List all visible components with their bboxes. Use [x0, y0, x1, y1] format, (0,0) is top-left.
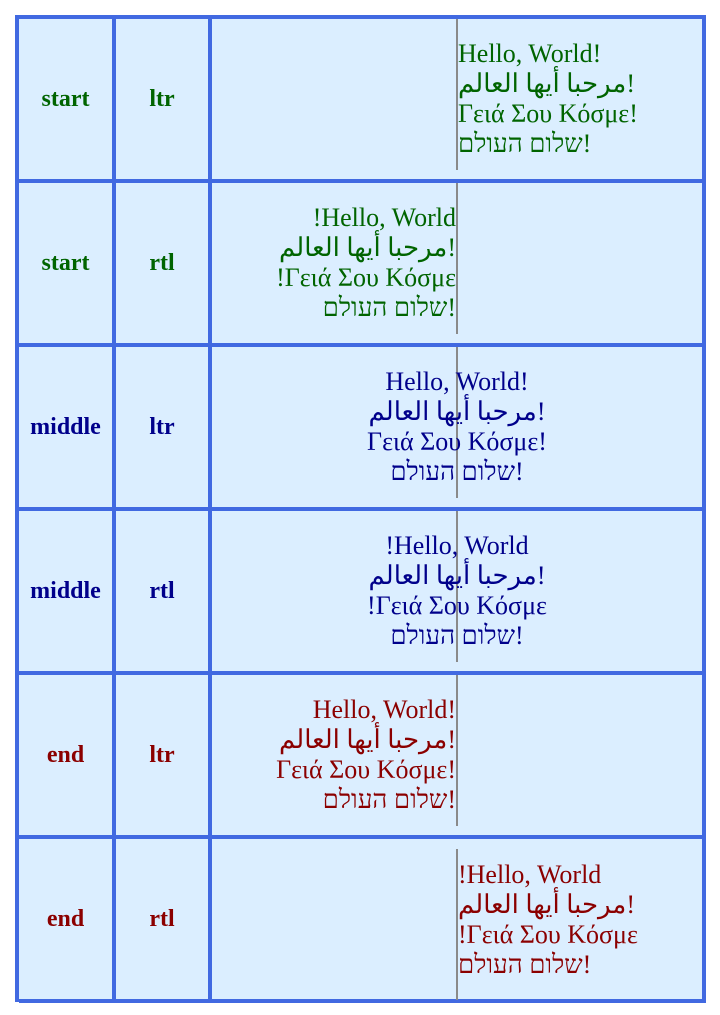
sample-text	[276, 695, 456, 815]
sample-line-greek: Γειά Σου Κόσμε!	[276, 755, 456, 784]
text-anchor-table	[15, 15, 706, 1002]
sample-line-english: !Hello, World	[458, 860, 602, 889]
sample-text	[367, 531, 547, 651]
direction-label: ltr	[149, 413, 175, 440]
direction-label: ltr	[149, 741, 175, 768]
sample-line-english: !Hello, World	[385, 531, 529, 560]
anchor-cell	[19, 675, 116, 839]
table-row	[19, 839, 706, 1003]
sample-line-greek: Γειά Σου Κόσμε!	[458, 99, 638, 128]
sample-line-arabic: مرحبا أيها العالم!	[458, 69, 635, 98]
sample-text	[276, 203, 456, 323]
anchor-cell	[19, 839, 116, 1003]
sample-line-greek: !Γειά Σου Κόσμε	[367, 591, 547, 620]
sample-line-english: Hello, World!	[312, 695, 456, 724]
sample-line-hebrew: שלום העולם!	[322, 293, 456, 322]
sample-line-hebrew: שלום העולם!	[390, 621, 524, 650]
direction-cell	[116, 675, 212, 839]
sample-line-hebrew: שלום העולם!	[458, 129, 592, 158]
sample-cell	[212, 675, 706, 839]
sample-line-english: Hello, World!	[385, 367, 529, 396]
sample-text	[367, 367, 547, 487]
sample-line-arabic: مرحبا أيها العالم!	[368, 397, 546, 426]
sample-line-arabic: مرحبا أيها العالم!	[368, 561, 546, 590]
direction-cell	[116, 347, 212, 511]
sample-line-english: !Hello, World	[312, 203, 456, 232]
direction-label: rtl	[149, 577, 175, 604]
direction-cell	[116, 839, 212, 1003]
sample-cell	[212, 19, 706, 183]
sample-line-greek: !Γειά Σου Κόσμε	[276, 263, 456, 292]
direction-label: rtl	[149, 249, 175, 276]
anchor-label: end	[46, 741, 85, 768]
anchor-guide-line	[456, 675, 458, 826]
anchor-cell	[19, 347, 116, 511]
sample-line-arabic: مرحبا أيها العالم!	[279, 725, 456, 754]
sample-text	[458, 39, 638, 159]
table-row	[19, 183, 706, 347]
direction-label: ltr	[149, 85, 175, 112]
table-row	[19, 19, 706, 183]
anchor-guide-line	[456, 183, 458, 334]
direction-cell	[116, 19, 212, 183]
sample-cell	[212, 183, 706, 347]
anchor-label: start	[41, 85, 90, 112]
sample-line-hebrew: שלום העולם!	[322, 785, 456, 814]
anchor-label: start	[41, 249, 90, 276]
sample-line-greek: Γειά Σου Κόσμε!	[367, 427, 547, 456]
direction-cell	[116, 183, 212, 347]
table-row	[19, 347, 706, 511]
direction-cell	[116, 511, 212, 675]
sample-cell	[212, 839, 706, 1003]
sample-line-english: Hello, World!	[458, 39, 602, 68]
anchor-cell	[19, 511, 116, 675]
anchor-cell	[19, 19, 116, 183]
direction-label: rtl	[149, 905, 175, 932]
sample-line-arabic: مرحبا أيها العالم!	[279, 233, 456, 262]
anchor-label: middle	[30, 413, 101, 440]
anchor-label: end	[46, 905, 85, 932]
sample-line-hebrew: שלום העולם!	[458, 950, 592, 979]
table-row	[19, 511, 706, 675]
anchor-cell	[19, 183, 116, 347]
table-row	[19, 675, 706, 839]
sample-line-arabic: مرحبا أيها العالم!	[458, 890, 635, 919]
sample-cell	[212, 347, 706, 511]
sample-line-greek: !Γειά Σου Κόσμε	[458, 920, 638, 949]
sample-text	[458, 860, 638, 980]
anchor-label: middle	[30, 577, 101, 604]
sample-line-hebrew: שלום העולם!	[390, 457, 524, 486]
sample-cell	[212, 511, 706, 675]
